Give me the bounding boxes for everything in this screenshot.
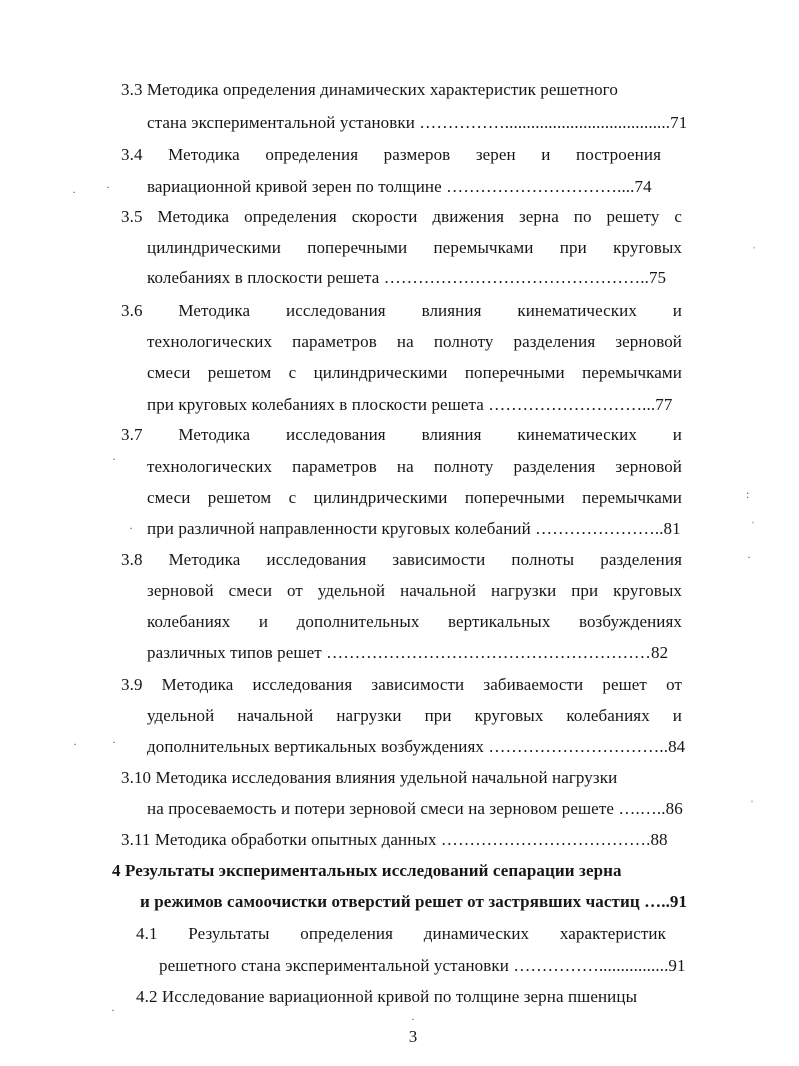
toc-entry-3-8-line-2: зерновой смеси от удельной начальной нагрузки при круговых [147, 581, 682, 600]
toc-chapter-4-line-2: и режимов самоочистки отверстий решет от застрявших частиц …..91 [140, 892, 688, 911]
toc-entry-3-6-line-1: 3.6 Методика исследования влияния кинематических и [121, 301, 682, 320]
scan-speck: · [112, 452, 116, 466]
toc-entry-3-9-line-1: 3.9 Методика исследования зависимости забиваемости решет от [121, 675, 682, 694]
toc-entry-3-9-line-3: дополнительных вертикальных возбуждениях …………………………..84 [147, 737, 686, 756]
toc-entry-4-1-line-1: 4.1 Результаты определения динамических характеристик [136, 924, 666, 943]
scan-speck: · [747, 550, 751, 564]
toc-entry-3-5-line-3: колебаниях в плоскости решета ………………………………………..75 [147, 268, 667, 287]
toc-entry-3-10-line-1: 3.10 Методика исследования влияния удельной начальной нагрузки [121, 768, 618, 787]
toc-entry-4-2-line-1: 4.2 Исследование вариационной кривой по толщине зерна пшеницы [136, 987, 638, 1006]
scan-speck: · [111, 1003, 115, 1017]
scan-speck: · [411, 1012, 415, 1026]
toc-entry-3-8-line-4: различных типов решет …………………………………………………82 [147, 643, 669, 662]
page-number: 3 [408, 1027, 418, 1046]
toc-entry-3-6-line-3: смеси решетом с цилиндрическими поперечными перемычками [147, 363, 682, 382]
toc-entry-3-10-line-2: на просеваемость и потери зерновой смеси на зерновом решете ….…..86 [147, 799, 683, 818]
scan-speck: · [73, 737, 77, 751]
toc-entry-3-3-line-2: стана экспериментальной установки ……………......................................71 [147, 113, 688, 132]
toc-entry-3-7-line-1: 3.7 Методика исследования влияния кинематических и [121, 425, 682, 444]
scan-speck: · [106, 180, 110, 194]
scan-speck: ˌ [750, 789, 754, 803]
scan-speck: ˌ [752, 235, 756, 249]
toc-chapter-4-line-1: 4 Результаты экспериментальных исследований сепарации зерна [112, 861, 622, 880]
scan-speck: · [129, 521, 133, 535]
toc-entry-3-5-line-2: цилиндрическими поперечными перемычками при круговых [147, 238, 682, 257]
scan-speck: : [746, 487, 750, 501]
scan-speck: · [112, 735, 116, 749]
scan-speck: · [72, 185, 76, 199]
toc-entry-3-11-line-1: 3.11 Методика обработки опытных данных ……………………………….88 [121, 830, 668, 849]
toc-entry-3-4-line-1: 3.4 Методика определения размеров зерен и построения [121, 145, 661, 164]
scan-speck: ˌ [751, 510, 755, 524]
toc-entry-3-4-line-2: вариационной кривой зерен по толщине …………………………....74 [147, 177, 652, 196]
toc-entry-3-5-line-1: 3.5 Методика определения скорости движения зерна по решету с [121, 207, 682, 226]
toc-entry-4-1-line-2: решетного стана экспериментальной установки ……………................91 [159, 956, 686, 975]
toc-entry-3-7-line-3: смеси решетом с цилиндрическими поперечными перемычками [147, 488, 682, 507]
toc-entry-3-7-line-2: технологических параметров на полноту разделения зерновой [147, 457, 682, 476]
toc-entry-3-8-line-3: колебаниях и дополнительных вертикальных возбуждениях [147, 612, 682, 631]
toc-entry-3-9-line-2: удельной начальной нагрузки при круговых колебаниях и [147, 706, 682, 725]
toc-entry-3-3-line-1: 3.3 Методика определения динамических характеристик решетного [121, 80, 618, 99]
toc-entry-3-6-line-2: технологических параметров на полноту разделения зерновой [147, 332, 682, 351]
toc-entry-3-6-line-4: при круговых колебаниях в плоскости решета ………………………...77 [147, 395, 673, 414]
toc-entry-3-7-line-4: при различной направленности круговых колебаний …………………..81 [147, 519, 681, 538]
toc-entry-3-8-line-1: 3.8 Методика исследования зависимости полноты разделения [121, 550, 682, 569]
